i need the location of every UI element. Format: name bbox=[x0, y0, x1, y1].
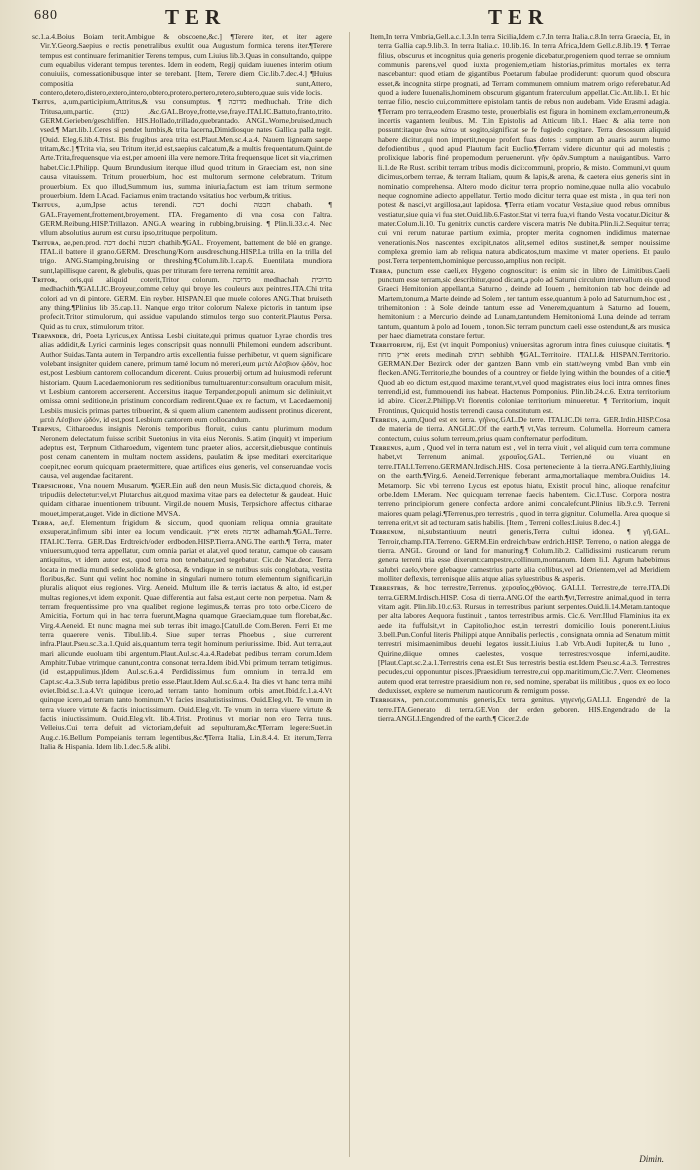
entry-headword: Terpander bbox=[32, 331, 68, 340]
entry-headword: Terpsichore bbox=[32, 480, 74, 490]
entry-headword: Tritura bbox=[32, 237, 59, 247]
dictionary-entry: Terpnus, Citharoedus insignis Neronis temporibus floruit, cuius cantu plurimum modum Neronem delectatum fuisse scribit Suetonius in vita eius Neronis. S.atim (inquit) vt imperium adeptus est, Terpnum Citharoedum, vigentem tunc praeter alios, accersit,diebusque continuis post cenam canentem in multam noctem assidens, paulatim & ipse meditari exercitarique coepit,nec eorum quicquam praetermittere, quae artifices eius generis, vel conseruandae vocis causa, vel augendae facitarent. bbox=[32, 424, 332, 481]
entry-text: a,um , Quod vel in terra natum est , vel in terra viuit , vel aliquid cum terra commune habet,vt Terrenum animal. χερσαῖος.GAL. Terrien,né ou viuant en terre.ITALI.Terreno.GERMAN.Irdisch.HIS. Cosa perteneciente à la tierra.ANG.Earthly,liuing on the earth.¶Virg.6. Aeneid.Terrenique feberant arma,mortaliaque membra.Ouidius 14. Metamorp. Sic vbi terreno Lycus est epotus hiatu, Existit procul hinc, alioque renafcitur orbe.Idem I.Meram. Nec quicquam terrenae faecis habentem. Cic.I.Tusc. Corpora nostra terreno principiorum genere confecta ardore animi concalefcunt.Plinius lib.9.c.9. Terreni maiores quam pelagi.¶Terrenus,pro terrestris , quod in terra gignitur. Columella. Area quoque si terrena erit,vt sit ad tecturam satis habilis. [Item , Terreni colles:Liuius 8.dec.4.] bbox=[378, 443, 670, 527]
dictionary-entry: Terpander, dri, Poeta Lyricus,ex Antissa Lesbi ciuitate,qui primus quatuor Lyrae chordis tres alias addidit,& Lyrici carminis leges conscripsit quas nonnulli Philemoni eundem adscribunt. Author Suidas.Tanta autem in Terpandro artis excellentia fuisse perhibetur, vt quem significare volebant insigniter quidem canere, primum tamé locum nó mereri,eum μετὰ Λέσβιον ᾠδόν, hoc est,post Lesbium cantorem collocandum dicerent. Cuius prouerbij ortum ad huiusmodi referunt historiam. Quum Lacedaemoniorum res seditionibus tumultuarentur:consultum oraculum misit, vt Lesbium cantorem accerserent. Accersitus itaque Terpander,populi animum sic deliniuit,vt omissa omni seditione,in pristinum concordiam redirent.Quae ex re factum, vt Lacedaemonij Lesbiis musicis primas partes tribuerint, & si quem alium canentem audissent protinus dicerent, μετὰ Λέσβιον ᾠδόν, id est,post Lesbium cantorem eum collocandum. bbox=[32, 331, 332, 425]
dictionary-entry: Terrestris, & hoc terrestre,Terrenus. χερσαῖος,χθόνιος. GALLI. Terrestre,de terre.ITA.Di terra.GERM.Irdisch.HISP. Cosa di tierra.ANG.Of the earth.¶vt,Terrestre animal,quod in terra vitam agit. Plin.lib.10.c.63. Rursus in terrestribus pariunt serpentes.Ouid.li.14.Metam.tantoque per alta labores Aequora fustinuit , tantos terrestribus armis. Cic.6. Verr.Illud Flaminius ita ex aede ita fuffulsit,vt in Capitolio,hoc est,in terrestri domicilio Iouis ponerent.Liuius 3.bell.Pun.Conful literis Philippi atque Annibalis perlectis , consignata omnia ad Senatum mittit terrestri misimaenimibus deuehi legatos iussit.Liuius 1.ab Vrb.Audi Iupiter,& tu Iuno , Quirine,diique omnes caelestes, vosque terrestres:vosque inferni,audite.[Plaut.Capt.sc.2.a.1.Terrestris cena est.Et Sus terrestris bestia est.Idem Pseu.sc.4.a.3. Terrestres pecudes,cui opponuntur pisces.]Praesidium terrestre,cui opp.maritimum,Cic.7.Verr. Cleomenes autem quod erat terrestre praesidium non re, sed nomine, sperabat iis militibus , quos ex eo loco deduxisset, explere se numerum nauticorum & remigum posse. bbox=[370, 583, 670, 696]
entry-headword: Terrenum bbox=[370, 527, 404, 537]
running-head-left: TER bbox=[165, 5, 227, 29]
dictionary-entry: Terrigena, pen.cor.communis generis,Ex terra genitus. γηγενής.GALLI. Engendré de la terre.ITA.Generato di terra.GE.Von der erden geboren. HIS.Engendrado de la tierra.ANGLI.Engendred of the earth.¶ Cicer.2.de bbox=[370, 695, 670, 724]
catchword: Dimin. bbox=[639, 1154, 664, 1164]
entry-text: oris,qui aliquid coterit,Tritor colorum. מדוכה medhachah מדוכית medhachith.¶GALLIC.Broyeur,comme celuy qui broye les couleurs aux peintres.ITA.Chi trita colori ad vn di pintore. GERM. Ein reyber. HISPAN.El que muele colores ANG.That bruiseth any thing.¶Plinius lib 35.cap.11. Nanque ergo tritor colorum Nalexe pictoris in tantum ipse profecit.Tritor stimulorum, qui assidue vapulando stimulos tergo suo conterit.Plautus Persa. Quid as tu crux, stimulorum tritor. bbox=[40, 274, 332, 331]
entry-text: ni,substantiuum neutri generis,Terra cultui idonea. ¶ γῆ.GAL. Terroir,champ.ITA.Terreno. GERM.Ein erdreich/baw erdrich.HISP. Terreno, o nation alegga de tierra. ANGL. Ground or land for manuring.¶ Colum.lib.2. Callidissimi rusticarum rerum genera terreni tria esse dixerunt:campestre,collinum,montanum. Idem li.I. Agrum habebimus salubri caelo,vbere glebaque camestrius parte alia collibus,vel ad Orientem,vel ad Meridiem molliter deflexis, terrenisque aliis atque alias syluestribus & asperis. bbox=[378, 527, 670, 583]
dictionary-entry bbox=[370, 32, 670, 266]
entry-text: Item,In terra Vmbria,Gell.a.c.1.3.In terra Sicilia,Idem c.7.In terra Italia.c.8.In terra Graecia, Et, in terra Gallia cap.9.lib.3. In terra Italia.c. 10.lib.16. In terra Africa,Idem Gell.c.8.lib.19. ¶ Terrae filius, obscurus et incognitus quia generis progenie dicebatur,progeniem quod terrae se omnium communis parens,vel quod iuxta progeniem,etiam historias,primitus mortales ex terra nascebantur: quod etiam de gigantibus Poetarum fabulae prodiderunt: quorum quod obscura esset,& incognita stirpe prognati, ad Terram communem omnium matrem origo referebatur.Ad quod a iudere Iuuenalis,hominem obscurum gigantum fraterculum appellat.Cic.Att.lib.1. Et hic terrae filio, nescio cui,committere epistolam tantis de rebus non audebam. Vide Erasmi adagia. ¶Terram pro terra,eodem Erasmo teste, prouerbialis est figura in hominem exclam,erroneum,& incertis vagantem leuibus. M. T.in Epistolis ad Atticum lib.1. Haec & alia terre non possunt:itaque ἄνω κάτω ut sogito,significat se fe fugiedo cogitare. Terra desossum aliquid habere dicitur,qui non impertit,neque profert fuas dotes : sumptum ab auaris aurum humo defodientibus , quod apud Plautum facit Euclio.¶Terram videre dicuntur qui ad molestis ; prolixique laboris finé propemodum peruenerunt. γῆν ὁρᾶν.Sumptum a nauigantibus. Varro li.1.de Re Rust. scribit terram tribus modis dici:communi, proprio, & misto. Communi,vt quum dicimus,orbem terrae, & terram Italiam, quum & lapis,& arena, & caetera eius generis sint in nominatio comprehensa. Altero modo dicitur terra proprio nomine,quae nulla alio vocabulo neque cognomine adiecto appellatur. Tertio modo dicitur terra quae est mista , in qua teri non potest & nasci,vt argillosa,aut lapidosa. ¶Terra etiam vocatur Vesta,siue quod rebus omnibus vestiatur,siue quia vi fua stet.Ouid.lib.6.Fastor.Stat vi terra fua,vi ftando Vesta vocatur.Dicitur & mater.Colum.li.10. Tu genitrix cunctis cardere viscera matris Ne dubita.Plin.li.2.Sequitur terra; cui vni rerum naturae partium eximia, propter merita cognomen indidimus maternae venerationis.Nos nascentes excipit,natos alit,semel editos sustinet,& semper nouissime complexa gremio iam ab reliqua natura abdicatos,tum maxime vt mater operiens. Et paulo post.Terra terpentem,hominique percusso,amplius non recipit. bbox=[370, 32, 670, 266]
entry-headword: Tritus bbox=[32, 97, 55, 107]
column-divider bbox=[349, 32, 350, 1157]
left-column bbox=[32, 32, 332, 1160]
dictionary-entry: Terpsichore, Vna nouem Musarum. ¶GER.Ein auß den neun Musis.Sic dicta,quod choreis, & tripudiis delectetur:vel,vt Plutarchus ait,quod maxima vitae pars ea delectetur & gaudeat. Huic quidam citharae inuentionem tribuunt. Virgil.de nouem Musis, Terpsichore affectus citharae mouet,imperat,auget. Vide in dictione MVSA. bbox=[32, 480, 332, 518]
entry-text: a,um,Quod est ex terra. γήϊνος.GAL.De terre. ITALIC.Di terra. GER.Irdin.HISP.Cosa de materia de tierra. ANGLIC.Of the earth.¶ vt,Vas terreum. Columella. Horreum camera contectum, cuius solum terreum,prius quam confternatur perfoditum. bbox=[378, 415, 670, 443]
entry-text: pen.cor.communis generis,Ex terra genitus. γηγενής.GALLI. Engendré de la terre.ITA.Generato di terra.GE.Von der erden geboren. HIS.Engendrado de la tierra.ANGLI.Engendred of the earth.¶ Cicer.2.de bbox=[378, 695, 670, 724]
dictionary-entry: Terra, punctum esse caeli,ex Hygeno cognoscitur: is enim sic in libro de Limitibus.Caeli punctum esse terram,sic describitur,quod dicant,a polo ad Saturni circulum intervallum eis quod Graeci Hemitonion appellant,a Saturno , deinde ad Iouem , hemitonion tab hoc deinde ad Martem,tonum,a Marte deinde ad Solem , ter tantum esse,quantum à polo ad Saturnum,hoc est , trihemitonion : à Sole deinde tantum esse ad Venerem,quantum à Saturno ad Iouem, hemitonium : a Mercurio deinde ad Lunam,tantundem Hemitoniomá Luna deinde ad terram tantum, quantum à polo ad Iouem , tonon.Sic terram punctum caeli esse ostendunt,& ars musica per haec diametrata constare fertur. bbox=[370, 265, 670, 340]
entry-text: rij, Est (vt inquit Pomponius) vniuersitas agrorum intra fines cuiusque ciuitatis. ¶ ארץ מחוז erets medinah תחום sebhibh ¶GAL.Territoire. ITALI.& HISPAN.Territorio. GERMAN.Der Bezirck oder der gantzen Bann vmb ein statt/weyng vmbd Ban vmb ein flecken.ANG.Territorie,the boundes of a countrey or fielde lying within the boundes of a citie.¶ Quod ab eo dictum est,quod maxime terant,vt,vel quod magistrates eius loci intra omnes fines terrendi,id est, fummouendi ius habeat. Hactenus Pomponius. Plin.lib.24.c.6. Extra territorium id abire. Cicer.2.Philipp.Vt florentis coloniae territorium minueretur. ¶ Territorium, inquit Frontinus, Quicquid hostis terrendi causa constitutum est. bbox=[378, 340, 670, 415]
right-column bbox=[370, 32, 670, 1160]
entry-text: Citharoedus insignis Neronis temporibus floruit, cuius cantu plurimum modum Neronem delectatum fuisse scribit Suetonius in vita eius Neronis. S.atim (inquit) vt imperium adeptus est, Terpnum Citharoedum, vigentem tunc praeter alios, accersit,diebusque continuis post cenam canentem in multam noctem assidens, paulatim & ipse meditari exercitarique coepit,nec eorum quicquam praetermittere, quae artifices eius generis, vel conseruandae vocis causa, vel augendae facitarent. bbox=[40, 424, 332, 481]
entry-text: ae,pen.prod. דכה dochi חבטה chathib.¶GAL. Froyement, battement de blé en grange. ITAL.il battere il grano.GERM. Dreschung/Korn ausdreschung.HISP.La trilla en la trilla del trigo. ANG.Stamping,bruising or threshing.¶Colum.lib.1.cap.6. Euentilata mundiora sunt,lapillisque carent, & glebulis, quas per trituram fere terrena remittit area. bbox=[40, 237, 332, 275]
dictionary-entry: Tritura, ae,pen.prod. דכה dochi חבטה chathib.¶GAL. Froyement, battement de blé en grange. ITAL.il battere il grano.GERM. Dreschung/Korn ausdreschung.HISP.La trilla en la trilla del trigo. ANG.Stamping,bruising or threshing.¶Colum.lib.1.cap.6. Euentilata mundiora sunt,lapillisque carent, & glebulis, quas per trituram fere terrena remittit area. bbox=[32, 237, 332, 275]
entry-text: Vna nouem Musarum. ¶GER.Ein auß den neun Musis.Sic dicta,quod choreis, & tripudiis delectetur:vel,vt Plutarchus ait,quod maxima vitae pars ea delectetur & gaudeat. Huic quidam citharae inuentionem tribuunt. Virgil.de nouem Musis, Terpsichore affectus citharae mouet,imperat,auget. Vide in dictione MVSA. bbox=[40, 480, 332, 518]
dictionary-entry: Tritor, oris,qui aliquid coterit,Tritor colorum. מדוכה medhachah מדוכית medhachith.¶GALLIC.Broyeur,comme celuy qui broye les couleurs aux peintres.ITA.Chi trita colori ad vn di pintore. GERM. Ein reyber. HISPAN.El que muele colores ANG.That bruiseth any thing.¶Plinius lib 35.cap.11. Nanque ergo tritor colorum Nalexe pictoris in tantum ipse profecit.Tritor stimulorum, qui assidue vapulando stimulos tergo suo conterit.Plautus Persa. Quid as tu crux, stimulorum tritor. bbox=[32, 274, 332, 331]
entry-headword: Terrigena bbox=[370, 695, 405, 705]
entry-headword: Terrestris bbox=[370, 583, 407, 593]
entry-headword: Terrenus bbox=[370, 443, 402, 453]
dictionary-entry: Terrenus, a,um , Quod vel in terra natum est , vel in terra viuit , vel aliquid cum terra commune habet,vt Terrenum animal. χερσαῖος.GAL. Terrien,né ou viuant en terre.ITALI.Terreno.GERMAN.Irdisch.HIS. Cosa perteneciente à la tierra.ANG.Earthly,liuing on the earth.¶Virg.6. Aeneid.Terrenique feberant arma,mortaliaque membra.Ouidius 14. Metamorp. Sic vbi terreno Lycus est epotus hiatu, Existit procul hinc, alioque renafcitur orbe.Idem I.Meram. Nec quicquam terrenae faecis habentem. Cic.I.Tusc. Corpora nostra terreno principiorum genere confecta ardore animi concalefcunt.Plinius lib.9.c.9. Terreni maiores quam pelagi.¶Terrenus,pro terrestris , quod in terra gignitur. Columella. Area quoque si terrena erit,vt sit ad tecturam satis habilis. [Item , Terreni colles:Liuius 8.dec.4.] bbox=[370, 443, 670, 527]
entry-text: a,um,participium,Attritus,& vsu consumptus. ¶ מדוכה medhuchah. Trite dich Tritusa,um,partic. (גנוב) .&c.GAL.Broye,frotte,vse,fraye.ITALIC.Battuto,franto,trito. GERM.Gerieben/geschliffen. HIS.Hollado,trillado,quebrantado. ANGL.Worne,bruised,much vsed.¶ Mart.lib.1.Ceres si pendet lumbis,& trita lacerna,Dimidiosque nates Gallica palla tegit. [Ouid. Eleg.6.lib.4.Trist. Bis frugibus area trita est.Plaut.Men.sc.4.a.4. Nauem ligneam saepe tritam,&c.] ¶Trita via, seu Tritum iter,id est,saepius calcatum,& a multis frequentatum.Quint.de Arte.Trita,frequensque via est,per amoeni illa vere nemore.Trita frequensque licet sit via,crimen habet.Cic.I.Philipp. Quum Brundusium iterque illud quod tritum in Graeciam est, non sine causa vitauissem. Tritum prouerbium, hoc est multorum sermone celebratum. Tritum prouerbium. Ex quo illud,Summum ius, summa iniuria,factum est iam tritum sermone prouerbium. Idem I.Acad. Faciamus enim tractando vsitatius hoc verbum,& tritius. bbox=[40, 97, 332, 200]
dictionary-entry: Terreus, a,um,Quod est ex terra. γήϊνος.GAL.De terre. ITALIC.Di terra. GER.Irdin.HISP.Cosa de materia de tierra. ANGLIC.Of the earth.¶ vt,Vas terreum. Columella. Horreum camera contectum, cuius solum terreum,prius quam confternatur perfoditum. bbox=[370, 415, 670, 443]
dictionary-entry: Territorium, rij, Est (vt inquit Pomponius) vniuersitas agrorum intra fines cuiusque ciuitatis. ¶ ארץ מחוז erets medinah תחום sebhibh ¶GAL.Territoire. ITALI.& HISPAN.Territorio. GERMAN.Der Bezirck oder der gantzen Bann vmb ein statt/weyng vmbd Ban vmb ein flecken.ANG.Territorie,the boundes of a countrey or fielde lying within the boundes of a citie.¶ Quod ab eo dictum est,quod maxime terant,vt,vel quod magistrates eius loci intra omnes fines terrendi,id est, fummouendi ius habeat. Hactenus Pomponius. Plin.lib.24.c.6. Extra territorium id abire. Cicer.2.Philipp.Vt florentis coloniae territorium minueretur. ¶ Territorium, inquit Frontinus, Quicquid hostis terrendi causa constitutum est. bbox=[370, 340, 670, 415]
page-number: 680 bbox=[34, 8, 58, 23]
entry-headword: Terpnus bbox=[32, 424, 60, 434]
entry-headword: Terra bbox=[370, 265, 391, 275]
dictionary-entry: Trituus, a,um,Ipse actus terendi. דכה dochi חבטה chabath. ¶ GAL.Frayement,frottement,broyement. ITA. Fregamento di vna cosa con l'altra. GERM.Reibung.HISP.Trillazon. ANG.A wearing in rubbing,bruising. ¶ Plin.li.33.c.4. Nec vllum absolutius aurum est cursu ipso,trituque perpolitum. bbox=[32, 200, 332, 238]
entry-text: & hoc terrestre,Terrenus. χερσαῖος,χθόνιος. GALLI. Terrestre,de terre.ITA.Di terra.GERM.Irdisch.HISP. Cosa di tierra.ANG.Of the earth.¶vt,Terrestre animal,quod in terra vitam agit. Plin.lib.10.c.63. Rursus in terrestribus pariunt serpentes.Ouid.li.14.Metam.tantoque per alta labores Aequora fustinuit , tantos terrestribus armis. Cic.6. Verr.Illud Flaminius ita ex aede ita fuffulsit,vt in Capitolio,hoc est,in terrestri domicilio Iouis ponerent.Liuius 3.bell.Pun.Conful literis Philippi atque Annibalis perlectis , consignata omnia ad Senatum mittit terrestri misimaenimibus deuehi legatos iussit.Liuius 1.ab Vrb.Audi Iupiter,& tu Iuno , Quirine,diique omnes caelestes, vosque terrestres:vosque inferni,audite.[Plaut.Capt.sc.2.a.1.Terrestris cena est.Et Sus terrestris bestia est.Idem Pseu.sc.4.a.3. Terrestres pecudes,cui opponuntur pisces.]Praesidium terrestre,cui opp.maritimum,Cic.7.Verr. Cleomenes autem quod erat terrestre praesidium non re, sed nomine, sperabat iis militibus , quos ex eo loco deduxisset, explere se numerum nauticorum & remigum posse. bbox=[378, 583, 670, 696]
entry-headword: Terreus bbox=[370, 415, 398, 425]
entry-text: punctum esse caeli,ex Hygeno cognoscitur: is enim sic in libro de Limitibus.Caeli punctum esse terram,sic describitur,quod dicant,a polo ad Saturni circulum intervallum eis quod Graeci Hemitonion appellant,a Saturno , deinde ad Iouem , hemitonion tab hoc deinde ad Martem,tonum,a Marte deinde ad Solem , ter tantum esse,quantum à polo ad Saturnum,hoc est , trihemitonion : à Sole deinde tantum esse ad Venerem,quantum à Saturno ad Iouem, hemitonium : a Mercurio deinde ad Lunam,tantundem Hemitoniomá Luna deinde ad terram tantum, quantum à polo ad Iouem , tonon.Sic terram punctum caeli esse ostendunt,& ars musica per haec diametrata constare fertur. bbox=[378, 265, 670, 340]
entry-text: dri, Poeta Lyricus,ex Antissa Lesbi ciuitate,qui primus quatuor Lyrae chordis tres alias addidit,& Lyrici carminis leges conscripsit quas nonnulli Philemoni eundem adscribunt. Author Suidas.Tanta autem in Terpandro artis excellentia fuisse perhibetur, vt quem significare volebant insigniter quidem canere, primum tamé locum nó mereri,eum μετὰ Λέσβιον ᾠδόν, hoc est,post Lesbium cantorem collocandum dicerent. Cuius prouerbij ortum ad huiusmodi referunt historiam. Quum Lacedaemoniorum res seditionibus tumultuarentur:consultum oraculum misit, vt Lesbium cantorem accerserent. Accersitus itaque Terpander,populi animum sic deliniuit,vt omissa omni seditione,in pristinum concordiam redirent.Quae ex re factum, vt Lacedaemonij Lesbiis musicis primas partes tribuerint, & si quem alium canentem audissent protinus dicerent, μετὰ Λέσβιον ᾠδόν, id est,post Lesbium cantorem eum collocandum. bbox=[40, 331, 332, 425]
dictionary-entry: Terrenum, ni,substantiuum neutri generis,Terra cultui idonea. ¶ γῆ.GAL. Terroir,champ.ITA.Terreno. GERM.Ein erdreich/baw erdrich.HISP. Terreno, o nation alegga de tierra. ANGL. Ground or land for manuring.¶ Colum.lib.2. Callidissimi rusticarum rerum genera terreni tria esse dixerunt:campestre,collinum,montanum. Idem li.I. Agrum habebimus salubri caelo,vbere glebaque camestrius parte alia collibus,vel ad Orientem,vel ad Meridiem molliter deflexis, terrenisque aliis atque alias syluestribus & asperis. bbox=[370, 527, 670, 583]
dictionary-entry: Tritus, a,um,participium,Attritus,& vsu consumptus. ¶ מדוכה medhuchah. Trite dich Tritusa,um,partic. (גנוב) .&c.GAL.Broye,frotte,vse,fraye.ITALIC.Battuto,franto,trito. GERM.Gerieben/geschliffen. HIS.Hollado,trillado,quebrantado. ANGL.Worne,bruised,much vsed.¶ Mart.lib.1.Ceres si pendet lumbis,& trita lacerna,Dimidiosque nates Gallica palla tegit. [Ouid. Eleg.6.lib.4.Trist. Bis frugibus area trita est.Plaut.Men.sc.4.a.4. Nauem ligneam saepe tritam,&c.] ¶Trita via, seu Tritum iter,id est,saepius calcatum,& a multis frequentatum.Quint.de Arte.Trita,frequensque via est,per amoeni illa vere nemore.Trita frequensque licet sit via,crimen habet.Cic.I.Philipp. Quum Brundusium iterque illud quod tritum in Graeciam est, non sine causa vitauissem. Tritum prouerbium, hoc est multorum sermone celebratum. Tritum prouerbium. Ex quo illud,Summum ius, summa iniuria,factum est iam tritum sermone prouerbium. Idem I.Acad. Faciamus enim tractando vsitatius hoc verbum,& tritius. bbox=[32, 97, 332, 200]
entry-headword: Tritor bbox=[32, 274, 56, 284]
entry-headword: Trituus bbox=[32, 200, 59, 210]
entry-text: ae,f. Elementum frigidum & siccum, quod quoniam reliqua omnia grauitate exsuperat,infimum sibi inter ea locum vendicauit. ארץ erets אדמה adhamah.¶GAL.Terre. ITALIC.Terra. GER.Das Erdtreich/oder erdboden.HISP.Tierra.ANG.The earth.¶ Terra, mater vniuersum,quod terra appellatur, cum omnia pariat et alat,vel quod teratur, camque ob causam antiquitus, vt idem autor est, quod terra non tenebatur,sed tegebatur. Cic.de Nat.deor. Terra locata in media mundi sede,solida & globosa, & vndique in se nutibus suis conglobata, vestita floribus,&c. Sunt qui velint hoc nomine in singulari numero totum elementum significari,in pluralis aliquot eius regiones. Virg. Aeneid. Multum ille & terris iactatus & alto, id est,per multas regiones,vt idem exponit. Quae differentia aut falsa est,aut certe non perpetua. Nam & terram frequentissime pro vna qualibet regione legimus,& terras pro toto orbe.Cicero de Amicitia, Fortum qui in hac terra fuerunt,Magna quamque Graeciam,quae tum florebat,&c. Virg.4.Aeneid. Et nunc magna mei sub terras ibit imago.[Catull.de Com.Beren. Ferri Et me terra quaerere venis. Tibul.lib.4. Siue super terras Phoebus , siue currerent infra.Plaut.Pseu.sc.3.a.1.Quid ais,quantum terra tegit hominum periurissime. Ibid. Aut terra,aut mari alicunde euoluam tibi argentum.Plaut.Aul.sc.4.a.4.Radebat pedibus terram corum.Idem Amphitr.Tubae vtrimque canunt,contra consonat terra.Idem ibid.Vbi primum terram tetigimus.(id est,appulimus.)Idem Aul.sc.6.a.4 Perdidissimus fum omnium in terra.Id em Capt.sc.4.a.3.Sub terra lapidibus pretio esse.Plaut.Idem Aul.sc.6.a.4. Ita dies vt hanc terra mihi eviet.Ibid.sc.1.a.4.Vt quinque icero,ad terram tanto hominum orbis amet.Ibid.fc.1.a.4.Vt quinque icero,ad terram tanto hominum.Vt facies insalutistissimus. Ouid.Eleg.vlt. Te vnum in terra viuere virtute & factis iniuctissimum. Ouid.Eleg.vlt. Te vnum in terra viuere virtute & factis iniuctissimum. Ouid.Eleg.vlt. lib.4.Trist. Protinus vt moriar non ero Terra tuus. Velleius.Cui terra defuit ad victoriam,defuit ad sepulturam,&c.¶Terram legere:Suet.in Aug.c.16.Bellum Pompeianis terram legentibus,&c.¶Terra Italia, Lin.8.4.4. Et iterum,Terra Italia & Hispania. Idem lib.1.dec.5.& alibi. bbox=[40, 517, 332, 752]
entry-headword: Territorium bbox=[370, 340, 412, 350]
running-head-right: TER bbox=[488, 5, 550, 29]
entry-text: sc.1.a.4.Boius Boiam terit.Ambigue & obscoene,&c.] ¶Terere iter, et iter agere Vir.Y.Georg.Saepius e rectis penetralibus exultit oua Augustum formica terens iter.¶Terere tempus est continuare ferimanitier Terens tempus, cum Liuius lib.3.Quas in consultando, quippe cum equabilus viderant tempus terentes. Idem in eodem, Regij quidam iuuenes interim otium conuiuiis, comessationibusque inter se terebant. [Item, Terere diem Cic.lib.7.dec.4.] ¶Huius compositia sunt,Attero, contero,detero,distero,extero,intero,obtero,protero,pertero,retero,subtero,quae suis vide locis. bbox=[32, 32, 332, 98]
dictionary-entry: Terra, ae,f. Elementum frigidum & siccum, quod quoniam reliqua omnia grauitate exsuperat,infimum sibi inter ea locum vendicauit. ארץ erets אדמה adhamah.¶GAL.Terre. ITALIC.Terra. GER.Das Erdtreich/oder erdboden.HISP.Tierra.ANG.The earth.¶ Terra, mater vniuersum,quod terra appellatur, cum omnia pariat et alat,vel quod teratur, camque ob causam antiquitus, vt idem autor est, quod terra non tenebatur,sed tegebatur. Cic.de Nat.deor. Terra locata in media mundi sede,solida & globosa, & vndique in se nutibus suis conglobata, vestita floribus,&c. Sunt qui velint hoc nomine in singulari numero totum elementum significari,in pluralis aliquot eius regiones. Virg. Aeneid. Multum ille & terris iactatus & alto, id est,per multas regiones,vt idem exponit. Quae differentia aut falsa est,aut certe non perpetua. Nam & terram frequentissime pro vna qualibet regione legimus,& terras pro toto orbe.Cicero de Amicitia, Fortum qui in hac terra fuerunt,Magna quamque Graeciam,quae tum florebat,&c. Virg.4.Aeneid. Et nunc magna mei sub terras ibit imago.[Catull.de Com.Beren. Ferri Et me terra quaerere venis. Tibul.lib.4. Siue super terras Phoebus , siue currerent infra.Plaut.Pseu.sc.3.a.1.Quid ais,quantum terra tegit hominum periurissime. Ibid. Aut terra,aut mari alicunde euoluam tibi argentum.Plaut.Aul.sc.4.a.4.Radebat pedibus terram corum.Idem Amphitr.Tubae vtrimque canunt,contra consonat terra.Idem ibid.Vbi primum terram tetigimus.(id est,appulimus.)Idem Aul.sc.6.a.4 Perdidissimus fum omnium in terra.Id em Capt.sc.4.a.3.Sub terra lapidibus pretio esse.Plaut.Idem Aul.sc.6.a.4. Ita dies vt hanc terra mihi eviet.Ibid.sc.1.a.4.Vt quinque icero,ad terram tanto hominum orbis amet.Ibid.fc.1.a.4.Vt quinque icero,ad terram tanto hominum.Vt facies insalutistissimus. Ouid.Eleg.vlt. Te vnum in terra viuere virtute & factis iniuctissimum. Ouid.Eleg.vlt. Te vnum in terra viuere virtute & factis iniuctissimum. Ouid.Eleg.vlt. lib.4.Trist. Protinus vt moriar non ero Terra tuus. Velleius.Cui terra defuit ad victoriam,defuit ad sepulturam,&c.¶Terram legere:Suet.in Aug.c.16.Bellum Pompeianis terram legentibus,&c.¶Terra Italia, Lin.8.4.4. Et iterum,Terra Italia & Hispania. Idem lib.1.dec.5.& alibi. bbox=[32, 517, 332, 752]
entry-text: a,um,Ipse actus terendi. דכה dochi חבטה chabath. ¶ GAL.Frayement,frottement,broyement. ITA. Fregamento di vna cosa con l'altra. GERM.Reibung.HISP.Trillazon. ANG.A wearing in rubbing,bruising. ¶ Plin.li.33.c.4. Nec vllum absolutius aurum est cursu ipso,trituque perpolitum. bbox=[40, 200, 332, 238]
dictionary-entry bbox=[32, 32, 332, 97]
entry-headword: Terra bbox=[32, 517, 53, 527]
